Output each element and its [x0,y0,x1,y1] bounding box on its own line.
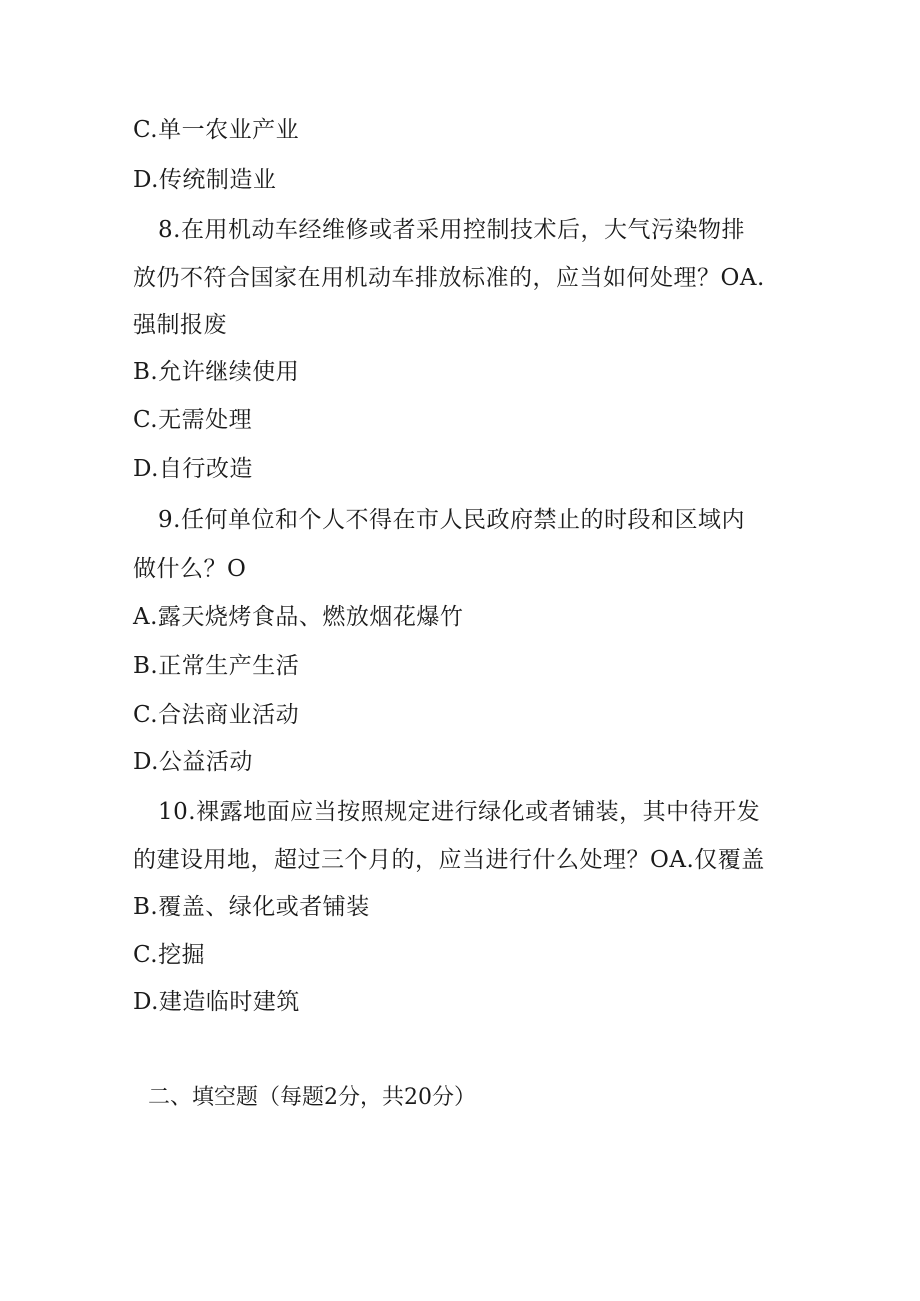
q9-stem-line-2: 做什么？O [133,556,247,582]
q9-option-b: B.正常生产生活 [133,653,300,679]
q9-option-a: A.露天烧烤食品、燃放烟花爆竹 [133,604,464,630]
q10-stem-line-1: 10.裸露地面应当按照规定进行绿化或者铺装，其中待开发 [158,799,761,825]
q10-stem-line-2: 的建设用地，超过三个月的，应当进行什么处理？OA.仅覆盖 [133,847,765,873]
q8-option-d: D.自行改造 [133,456,253,482]
q8-stem-line-2: 放仍不符合国家在用机动车排放标准的，应当如何处理？OA. [133,265,765,291]
q7-option-c: C.单一农业产业 [133,117,300,143]
q8-option-c: C.无需处理 [133,407,253,433]
q7-option-d: D.传统制造业 [133,167,277,193]
q9-option-d: D.公益活动 [133,749,253,775]
q8-stem-line-1: 8.在用机动车经维修或者采用控制技术后，大气污染物排 [158,217,745,243]
q9-stem-line-1: 9.任何单位和个人不得在市人民政府禁止的时段和区域内 [158,507,745,533]
q8-option-b: B.允许继续使用 [133,359,300,385]
q10-option-c: C.挖掘 [133,942,206,968]
q10-option-b: B.覆盖、绿化或者铺装 [133,894,370,920]
q9-option-c: C.合法商业活动 [133,702,300,728]
q8-option-a: 强制报废 [133,312,227,338]
section-heading: 二、填空题（每题2分，共20分） [148,1085,476,1110]
q10-option-d: D.建造临时建筑 [133,989,300,1015]
